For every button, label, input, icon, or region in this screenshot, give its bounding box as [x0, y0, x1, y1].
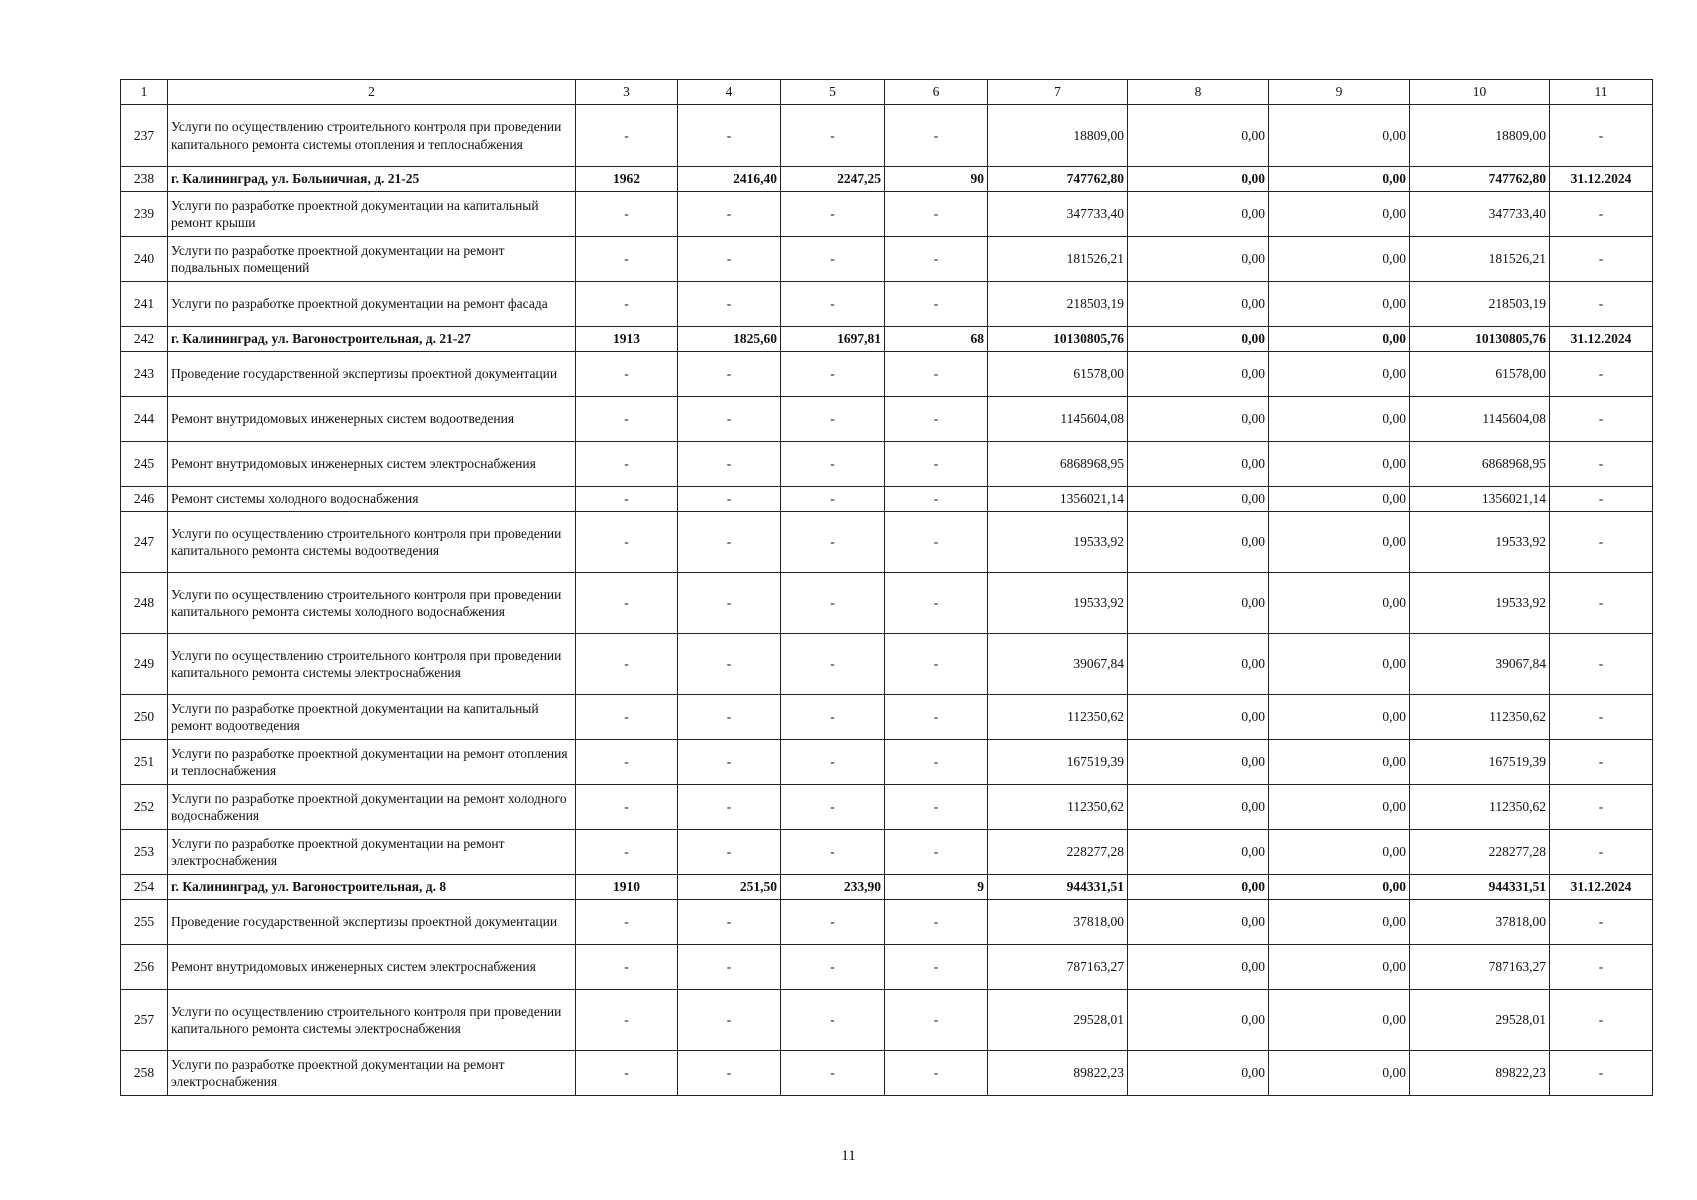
total-area-cell: - [678, 282, 781, 327]
column-header: 10 [1410, 80, 1550, 105]
cost-col9-cell: 0,00 [1269, 1051, 1410, 1096]
residents-cell: 90 [885, 167, 988, 192]
residents-cell: 68 [885, 327, 988, 352]
cost-total-cell: 89822,23 [988, 1051, 1128, 1096]
row-number-cell: 237 [121, 105, 168, 167]
total-area-cell: - [678, 192, 781, 237]
page-number: 11 [841, 1148, 856, 1164]
cost-col9-cell: 0,00 [1269, 990, 1410, 1051]
completion-date-cell: - [1550, 352, 1653, 397]
completion-date-cell: - [1550, 990, 1653, 1051]
cost-col8-cell: 0,00 [1128, 990, 1269, 1051]
column-header: 5 [781, 80, 885, 105]
year-cell: - [576, 397, 678, 442]
living-area-cell: 2247,25 [781, 167, 885, 192]
cost-col9-cell: 0,00 [1269, 875, 1410, 900]
work-item-row [121, 830, 1653, 875]
completion-date-cell: - [1550, 397, 1653, 442]
living-area-cell: - [781, 512, 885, 573]
completion-date-cell: - [1550, 785, 1653, 830]
cost-col8-cell: 0,00 [1128, 352, 1269, 397]
work-item-row [121, 785, 1653, 830]
cost-col10-cell: 10130805,76 [1410, 327, 1550, 352]
residents-cell: - [885, 740, 988, 785]
year-cell: - [576, 990, 678, 1051]
work-item-row [121, 512, 1653, 573]
living-area-cell: - [781, 397, 885, 442]
year-cell: 1962 [576, 167, 678, 192]
cost-total-cell: 112350,62 [988, 695, 1128, 740]
work-name-cell: Услуги по разработке проектной документации на ремонт электроснабжения [168, 1051, 576, 1096]
cost-total-cell: 10130805,76 [988, 327, 1128, 352]
work-name-cell: Ремонт внутридомовых инженерных систем электроснабжения [168, 945, 576, 990]
cost-col8-cell: 0,00 [1128, 487, 1269, 512]
cost-col9-cell: 0,00 [1269, 785, 1410, 830]
total-area-cell: - [678, 830, 781, 875]
cost-col8-cell: 0,00 [1128, 830, 1269, 875]
row-number-cell: 256 [121, 945, 168, 990]
total-area-cell: 2416,40 [678, 167, 781, 192]
row-number-cell: 244 [121, 397, 168, 442]
row-number-cell: 238 [121, 167, 168, 192]
row-number-cell: 249 [121, 634, 168, 695]
work-item-row [121, 192, 1653, 237]
completion-date-cell: - [1550, 573, 1653, 634]
living-area-cell: - [781, 282, 885, 327]
column-header: 6 [885, 80, 988, 105]
residents-cell: - [885, 830, 988, 875]
completion-date-cell: - [1550, 900, 1653, 945]
cost-col9-cell: 0,00 [1269, 192, 1410, 237]
cost-col9-cell: 0,00 [1269, 167, 1410, 192]
row-number-cell: 247 [121, 512, 168, 573]
column-header: 4 [678, 80, 781, 105]
work-name-cell: Услуги по осуществлению строительного контроля при проведении капитального ремонта системы электроснабжения [168, 990, 576, 1051]
residents-cell: - [885, 487, 988, 512]
work-item-row [121, 900, 1653, 945]
work-name-cell: Услуги по разработке проектной документации на капитальный ремонт крыши [168, 192, 576, 237]
total-area-cell: - [678, 785, 781, 830]
cost-col10-cell: 1356021,14 [1410, 487, 1550, 512]
column-header: 8 [1128, 80, 1269, 105]
residents-cell: - [885, 442, 988, 487]
cost-col10-cell: 19533,92 [1410, 573, 1550, 634]
year-cell: - [576, 945, 678, 990]
cost-total-cell: 787163,27 [988, 945, 1128, 990]
cost-col8-cell: 0,00 [1128, 327, 1269, 352]
cost-total-cell: 167519,39 [988, 740, 1128, 785]
living-area-cell: - [781, 1051, 885, 1096]
residents-cell: - [885, 573, 988, 634]
residents-cell: - [885, 352, 988, 397]
total-area-cell: - [678, 487, 781, 512]
residents-cell: 9 [885, 875, 988, 900]
cost-col8-cell: 0,00 [1128, 237, 1269, 282]
cost-col10-cell: 61578,00 [1410, 352, 1550, 397]
residents-cell: - [885, 634, 988, 695]
cost-col9-cell: 0,00 [1269, 573, 1410, 634]
total-area-cell: - [678, 573, 781, 634]
work-item-row [121, 573, 1653, 634]
work-item-row [121, 397, 1653, 442]
work-item-row [121, 487, 1653, 512]
year-cell: - [576, 695, 678, 740]
total-area-cell: 251,50 [678, 875, 781, 900]
row-number-cell: 258 [121, 1051, 168, 1096]
cost-col10-cell: 181526,21 [1410, 237, 1550, 282]
cost-total-cell: 1356021,14 [988, 487, 1128, 512]
cost-col10-cell: 218503,19 [1410, 282, 1550, 327]
column-header: 9 [1269, 80, 1410, 105]
cost-col8-cell: 0,00 [1128, 105, 1269, 167]
row-number-cell: 257 [121, 990, 168, 1051]
cost-col10-cell: 29528,01 [1410, 990, 1550, 1051]
column-header: 3 [576, 80, 678, 105]
living-area-cell: - [781, 634, 885, 695]
work-name-cell: Проведение государственной экспертизы проектной документации [168, 352, 576, 397]
cost-col10-cell: 1145604,08 [1410, 397, 1550, 442]
cost-col10-cell: 112350,62 [1410, 695, 1550, 740]
cost-col8-cell: 0,00 [1128, 192, 1269, 237]
work-name-cell: Услуги по осуществлению строительного контроля при проведении капитального ремонта системы электроснабжения [168, 634, 576, 695]
year-cell: - [576, 192, 678, 237]
cost-col9-cell: 0,00 [1269, 105, 1410, 167]
completion-date-cell: 31.12.2024 [1550, 167, 1653, 192]
work-name-cell: Услуги по осуществлению строительного контроля при проведении капитального ремонта системы водоотведения [168, 512, 576, 573]
living-area-cell: - [781, 830, 885, 875]
living-area-cell: - [781, 442, 885, 487]
work-name-cell: Услуги по разработке проектной документации на капитальный ремонт водоотведения [168, 695, 576, 740]
living-area-cell: - [781, 487, 885, 512]
column-header: 7 [988, 80, 1128, 105]
cost-col9-cell: 0,00 [1269, 945, 1410, 990]
cost-col10-cell: 37818,00 [1410, 900, 1550, 945]
living-area-cell: 1697,81 [781, 327, 885, 352]
cost-total-cell: 347733,40 [988, 192, 1128, 237]
cost-col9-cell: 0,00 [1269, 282, 1410, 327]
cost-col9-cell: 0,00 [1269, 487, 1410, 512]
living-area-cell: - [781, 237, 885, 282]
work-item-row [121, 1051, 1653, 1096]
completion-date-cell: - [1550, 634, 1653, 695]
cost-total-cell: 61578,00 [988, 352, 1128, 397]
column-header: 11 [1550, 80, 1653, 105]
completion-date-cell: - [1550, 512, 1653, 573]
work-name-cell: Услуги по осуществлению строительного контроля при проведении капитального ремонта системы холодного водоснабжения [168, 573, 576, 634]
work-name-cell: Проведение государственной экспертизы проектной документации [168, 900, 576, 945]
total-area-cell: - [678, 352, 781, 397]
work-item-row [121, 695, 1653, 740]
cost-col10-cell: 747762,80 [1410, 167, 1550, 192]
cost-col9-cell: 0,00 [1269, 442, 1410, 487]
address-row [121, 167, 1653, 192]
row-number-cell: 253 [121, 830, 168, 875]
work-item-row [121, 990, 1653, 1051]
residents-cell: - [885, 192, 988, 237]
total-area-cell: - [678, 397, 781, 442]
cost-col9-cell: 0,00 [1269, 830, 1410, 875]
column-header: 2 [168, 80, 576, 105]
cost-total-cell: 112350,62 [988, 785, 1128, 830]
completion-date-cell: - [1550, 192, 1653, 237]
cost-total-cell: 944331,51 [988, 875, 1128, 900]
year-cell: - [576, 282, 678, 327]
residents-cell: - [885, 900, 988, 945]
total-area-cell: - [678, 900, 781, 945]
cost-col8-cell: 0,00 [1128, 945, 1269, 990]
total-area-cell: - [678, 105, 781, 167]
completion-date-cell: - [1550, 487, 1653, 512]
work-name-cell: Ремонт внутридомовых инженерных систем водоотведения [168, 397, 576, 442]
row-number-cell: 255 [121, 900, 168, 945]
total-area-cell: - [678, 740, 781, 785]
total-area-cell: - [678, 1051, 781, 1096]
cost-total-cell: 19533,92 [988, 512, 1128, 573]
year-cell: - [576, 573, 678, 634]
completion-date-cell: 31.12.2024 [1550, 327, 1653, 352]
work-name-cell: г. Калининград, ул. Вагоностроительная, д. 21-27 [168, 327, 576, 352]
cost-col8-cell: 0,00 [1128, 282, 1269, 327]
year-cell: - [576, 740, 678, 785]
residents-cell: - [885, 990, 988, 1051]
cost-total-cell: 1145604,08 [988, 397, 1128, 442]
cost-col9-cell: 0,00 [1269, 512, 1410, 573]
row-number-cell: 245 [121, 442, 168, 487]
cost-col10-cell: 167519,39 [1410, 740, 1550, 785]
cost-total-cell: 6868968,95 [988, 442, 1128, 487]
total-area-cell: - [678, 695, 781, 740]
work-name-cell: Услуги по разработке проектной документации на ремонт подвальных помещений [168, 237, 576, 282]
year-cell: - [576, 237, 678, 282]
completion-date-cell: - [1550, 1051, 1653, 1096]
work-name-cell: г. Калининград, ул. Больничная, д. 21-25 [168, 167, 576, 192]
living-area-cell: - [781, 990, 885, 1051]
total-area-cell: - [678, 990, 781, 1051]
completion-date-cell: - [1550, 237, 1653, 282]
total-area-cell: - [678, 237, 781, 282]
row-number-cell: 239 [121, 192, 168, 237]
completion-date-cell: - [1550, 442, 1653, 487]
cost-col8-cell: 0,00 [1128, 1051, 1269, 1096]
completion-date-cell: 31.12.2024 [1550, 875, 1653, 900]
cost-total-cell: 19533,92 [988, 573, 1128, 634]
row-number-cell: 243 [121, 352, 168, 397]
living-area-cell: - [781, 105, 885, 167]
cost-col10-cell: 89822,23 [1410, 1051, 1550, 1096]
row-number-cell: 240 [121, 237, 168, 282]
year-cell: - [576, 634, 678, 695]
cost-col10-cell: 6868968,95 [1410, 442, 1550, 487]
total-area-cell: - [678, 634, 781, 695]
cost-total-cell: 29528,01 [988, 990, 1128, 1051]
residents-cell: - [885, 397, 988, 442]
cost-col8-cell: 0,00 [1128, 512, 1269, 573]
cost-col9-cell: 0,00 [1269, 397, 1410, 442]
cost-total-cell: 747762,80 [988, 167, 1128, 192]
total-area-cell: 1825,60 [678, 327, 781, 352]
work-name-cell: Ремонт системы холодного водоснабжения [168, 487, 576, 512]
work-item-row [121, 282, 1653, 327]
year-cell: - [576, 512, 678, 573]
living-area-cell: - [781, 785, 885, 830]
year-cell: - [576, 1051, 678, 1096]
cost-col9-cell: 0,00 [1269, 327, 1410, 352]
cost-col9-cell: 0,00 [1269, 237, 1410, 282]
cost-col10-cell: 787163,27 [1410, 945, 1550, 990]
cost-total-cell: 181526,21 [988, 237, 1128, 282]
column-number-header-row [121, 80, 1653, 105]
year-cell: - [576, 487, 678, 512]
cost-col8-cell: 0,00 [1128, 573, 1269, 634]
year-cell: 1913 [576, 327, 678, 352]
living-area-cell: 233,90 [781, 875, 885, 900]
year-cell: - [576, 785, 678, 830]
living-area-cell: - [781, 695, 885, 740]
completion-date-cell: - [1550, 695, 1653, 740]
living-area-cell: - [781, 352, 885, 397]
work-name-cell: Услуги по разработке проектной документации на ремонт отопления и теплоснабжения [168, 740, 576, 785]
residents-cell: - [885, 512, 988, 573]
cost-col8-cell: 0,00 [1128, 397, 1269, 442]
total-area-cell: - [678, 945, 781, 990]
work-item-row [121, 634, 1653, 695]
work-name-cell: Услуги по разработке проектной документации на ремонт фасада [168, 282, 576, 327]
cost-col9-cell: 0,00 [1269, 634, 1410, 695]
work-name-cell: Услуги по осуществлению строительного контроля при проведении капитального ремонта системы отопления и теплоснабжения [168, 105, 576, 167]
completion-date-cell: - [1550, 945, 1653, 990]
year-cell: - [576, 352, 678, 397]
cost-col10-cell: 347733,40 [1410, 192, 1550, 237]
work-name-cell: г. Калининград, ул. Вагоностроительная, д. 8 [168, 875, 576, 900]
completion-date-cell: - [1550, 105, 1653, 167]
year-cell: - [576, 442, 678, 487]
cost-col10-cell: 18809,00 [1410, 105, 1550, 167]
work-name-cell: Услуги по разработке проектной документации на ремонт электроснабжения [168, 830, 576, 875]
cost-col8-cell: 0,00 [1128, 875, 1269, 900]
work-item-row [121, 352, 1653, 397]
residents-cell: - [885, 695, 988, 740]
cost-total-cell: 37818,00 [988, 900, 1128, 945]
residents-cell: - [885, 785, 988, 830]
row-number-cell: 254 [121, 875, 168, 900]
row-number-cell: 252 [121, 785, 168, 830]
cost-col8-cell: 0,00 [1128, 740, 1269, 785]
residents-cell: - [885, 945, 988, 990]
completion-date-cell: - [1550, 740, 1653, 785]
cost-col8-cell: 0,00 [1128, 442, 1269, 487]
cost-col9-cell: 0,00 [1269, 352, 1410, 397]
year-cell: - [576, 900, 678, 945]
row-number-cell: 241 [121, 282, 168, 327]
row-number-cell: 250 [121, 695, 168, 740]
cost-col9-cell: 0,00 [1269, 740, 1410, 785]
completion-date-cell: - [1550, 282, 1653, 327]
living-area-cell: - [781, 900, 885, 945]
year-cell: - [576, 105, 678, 167]
row-number-cell: 251 [121, 740, 168, 785]
address-row [121, 875, 1653, 900]
residents-cell: - [885, 1051, 988, 1096]
work-item-row [121, 105, 1653, 167]
residents-cell: - [885, 105, 988, 167]
capital-repair-table [120, 79, 1653, 1096]
column-header: 1 [121, 80, 168, 105]
cost-col8-cell: 0,00 [1128, 785, 1269, 830]
cost-total-cell: 228277,28 [988, 830, 1128, 875]
cost-col10-cell: 944331,51 [1410, 875, 1550, 900]
row-number-cell: 246 [121, 487, 168, 512]
row-number-cell: 242 [121, 327, 168, 352]
total-area-cell: - [678, 512, 781, 573]
cost-col8-cell: 0,00 [1128, 634, 1269, 695]
work-item-row [121, 442, 1653, 487]
cost-total-cell: 18809,00 [988, 105, 1128, 167]
cost-col10-cell: 39067,84 [1410, 634, 1550, 695]
cost-total-cell: 218503,19 [988, 282, 1128, 327]
year-cell: - [576, 830, 678, 875]
completion-date-cell: - [1550, 830, 1653, 875]
living-area-cell: - [781, 945, 885, 990]
living-area-cell: - [781, 573, 885, 634]
cost-col8-cell: 0,00 [1128, 900, 1269, 945]
cost-col9-cell: 0,00 [1269, 900, 1410, 945]
residents-cell: - [885, 282, 988, 327]
living-area-cell: - [781, 740, 885, 785]
work-item-row [121, 945, 1653, 990]
cost-total-cell: 39067,84 [988, 634, 1128, 695]
cost-col10-cell: 228277,28 [1410, 830, 1550, 875]
work-name-cell: Услуги по разработке проектной документации на ремонт холодного водоснабжения [168, 785, 576, 830]
work-item-row [121, 740, 1653, 785]
address-row [121, 327, 1653, 352]
cost-col9-cell: 0,00 [1269, 695, 1410, 740]
living-area-cell: - [781, 192, 885, 237]
work-name-cell: Ремонт внутридомовых инженерных систем электроснабжения [168, 442, 576, 487]
cost-col10-cell: 19533,92 [1410, 512, 1550, 573]
total-area-cell: - [678, 442, 781, 487]
residents-cell: - [885, 237, 988, 282]
cost-col8-cell: 0,00 [1128, 167, 1269, 192]
cost-col10-cell: 112350,62 [1410, 785, 1550, 830]
work-item-row [121, 237, 1653, 282]
row-number-cell: 248 [121, 573, 168, 634]
year-cell: 1910 [576, 875, 678, 900]
cost-col8-cell: 0,00 [1128, 695, 1269, 740]
